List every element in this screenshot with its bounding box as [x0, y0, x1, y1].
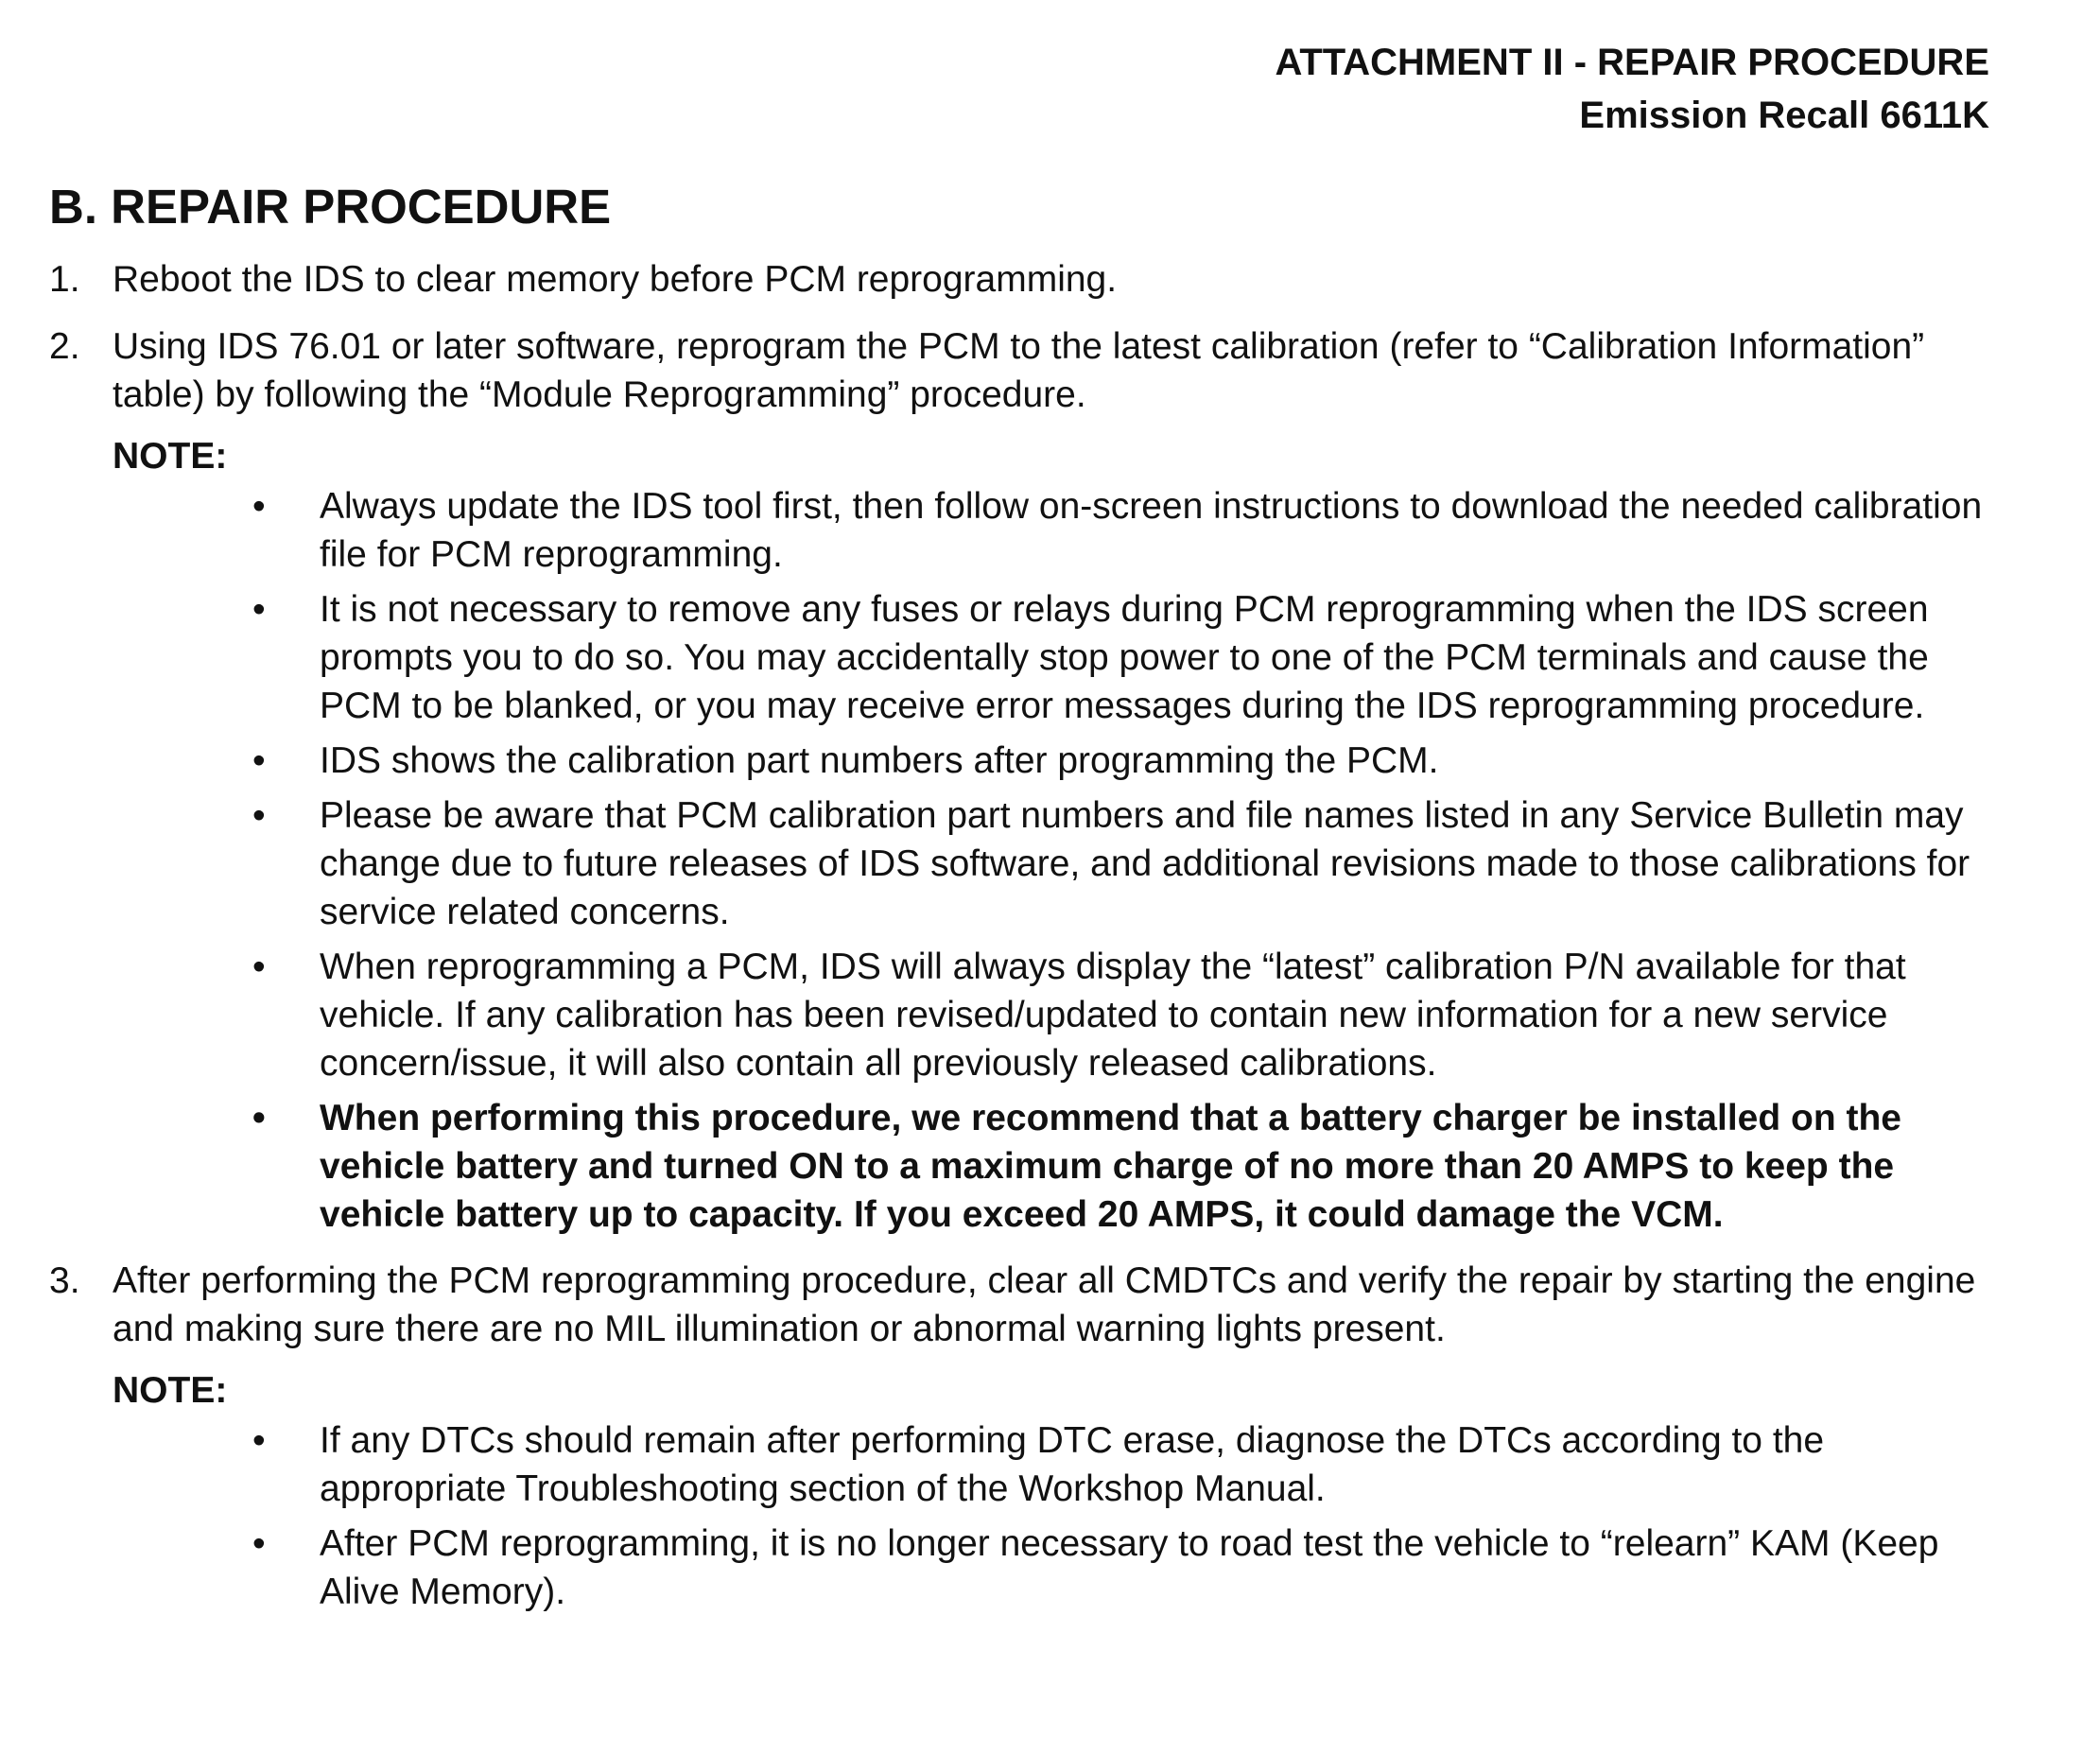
- document-header: [1275, 36, 1989, 142]
- bullet-text: When reprogramming a PCM, IDS will always display the “latest” calibration P/N available for that vehicle. If any calibration has been revised/updated to contain new information for a new service concern/issue, it will also contain all previously released calibrations.: [320, 947, 1906, 1084]
- bullet-text: Always update the IDS tool first, then follow on-screen instructions to download the needed calibration file for PCM reprogramming.: [320, 486, 1983, 575]
- step-text: After performing the PCM reprogramming procedure, clear all CMDTCs and verify the repair by starting the engine and making sure there are no MIL illumination or abnormal warning lights present.: [113, 1260, 1976, 1349]
- procedure-step-3: [49, 1257, 2001, 1353]
- note-bullet-item: [49, 1520, 2001, 1616]
- note-label: NOTE:: [113, 436, 228, 477]
- procedure-steps: [49, 255, 2001, 1623]
- procedure-step-1: [49, 255, 2001, 304]
- bullet-text: IDS shows the calibration part numbers after programming the PCM.: [320, 740, 1439, 781]
- note-bullet-item: [49, 482, 2001, 579]
- bullet-icon: •: [252, 947, 266, 987]
- note-bullet-list: [49, 482, 2001, 1239]
- note-bullet-item: [49, 1416, 2001, 1513]
- bullet-text: After PCM reprogramming, it is no longer necessary to road test the vehicle to “relearn” KAM (Keep Alive Memory).: [320, 1523, 1939, 1612]
- bullet-text: If any DTCs should remain after performing DTC erase, diagnose the DTCs according to the appropriate Troubleshooting section of the Workshop Manual.: [320, 1420, 1825, 1509]
- note-bullet-item: [49, 585, 2001, 730]
- bullet-icon: •: [252, 1098, 266, 1138]
- section-title: B. REPAIR PROCEDURE: [49, 180, 612, 234]
- spacer: [49, 1245, 2001, 1257]
- bullet-icon: •: [252, 795, 266, 836]
- step-number: 1.: [49, 259, 80, 300]
- step-text: Using IDS 76.01 or later software, reprogram the PCM to the latest calibration (refer to “Calibration Information” table) by following the “Module Reprogramming” procedure.: [113, 326, 1925, 415]
- step-text: Reboot the IDS to clear memory before PCM reprogramming.: [113, 259, 1118, 300]
- bullet-icon: •: [252, 486, 266, 527]
- note-bullet-item: [49, 943, 2001, 1087]
- bullet-text: It is not necessary to remove any fuses or relays during PCM reprogramming when the IDS screen prompts you to do so. You may accidentally stop power to one of the PCM terminals and cause the PCM to be blanked, or you may receive error messages during the IDS reprogramming procedure.: [320, 589, 1929, 726]
- header-attachment-title: ATTACHMENT II - REPAIR PROCEDURE: [1275, 42, 1989, 83]
- step-number: 2.: [49, 326, 80, 367]
- note-bullet-item-warning: [49, 1094, 2001, 1239]
- bullet-icon: •: [252, 1420, 266, 1461]
- note-label: NOTE:: [113, 1370, 228, 1411]
- bullet-icon: •: [252, 589, 266, 630]
- bullet-icon: •: [252, 1523, 266, 1564]
- step-number: 3.: [49, 1260, 80, 1301]
- bullet-text: Please be aware that PCM calibration part numbers and file names listed in any Service Bulletin may change due to future releases of IDS software, and additional revisions made to those calibrations for service related concerns.: [320, 795, 1970, 932]
- bullet-text-warning: When performing this procedure, we recommend that a battery charger be installed on the vehicle battery and turned ON to a maximum charge of no more than 20 AMPS to keep the vehicle battery up to capacity. If you exceed 20 AMPS, it could damage the VCM.: [320, 1098, 1901, 1235]
- bullet-icon: •: [252, 740, 266, 781]
- note-bullet-item: [49, 737, 2001, 785]
- note-bullet-list: [49, 1416, 2001, 1616]
- header-recall-number: Emission Recall 6611K: [1579, 95, 1989, 136]
- procedure-step-2: [49, 322, 2001, 419]
- note-bullet-item: [49, 791, 2001, 936]
